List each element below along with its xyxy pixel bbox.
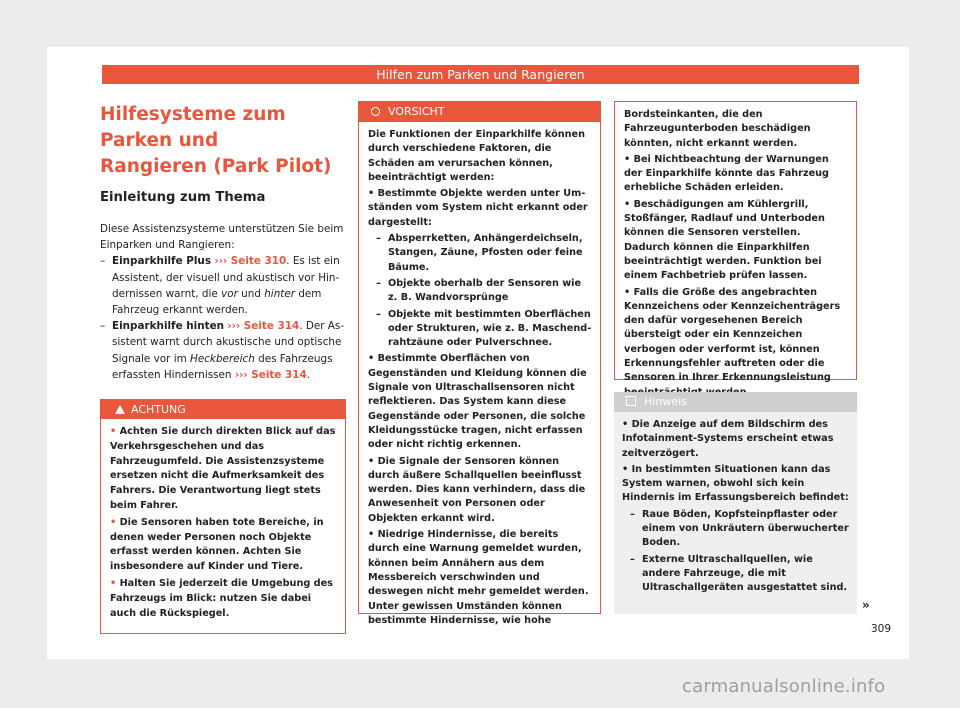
warning-text: Achten Sie durch direkten Blick auf das Verkehrsgeschehen und das Fahrzeugumfeld. Die Assistenzsysteme ersetzen nicht die Aufmerksamkeit des Fahrers. Die Verantwortung liegt stets beim Fahrer. (110, 426, 336, 512)
caution-text: Bestimmte Objekte werden unter Umständen vom System nicht erkannt oder dargestellt: (368, 188, 588, 228)
caution-box-continued (614, 101, 857, 384)
item-emphasis: Heckbereich (190, 352, 255, 365)
warning-point: • Achten Sie durch direkten Blick auf das Verkehrsgeschehen und das Fahrzeugumfeld. Die Assistenzsysteme ersetzen nicht die Aufmerksamkeit des Fahrers. Die Verantwortung liegt stets beim Fahrer. (110, 426, 336, 512)
caution-point: • Niedrige Hindernisse, die bereits durch eine Warnung gemeldet wurden, können beim Annähern aus dem Messbereich verschwinden und deswegen nicht mehr gemeldet werden. Unter gewissen Umständen können bestimmte Hindernisse, wie hohe (368, 529, 589, 626)
warning-header (101, 400, 345, 419)
watermark: carmanualsonline.info (682, 676, 886, 697)
assistant-list (100, 253, 346, 383)
continue-marker: » (862, 598, 870, 612)
note-box (614, 392, 857, 614)
warning-triangle-icon (115, 405, 125, 414)
note-label: Hinweis (644, 395, 687, 408)
caution-text: Beschädigungen am Kühlergrill, Stoßfänger, Radlauf und Unterboden können die Sensoren verstellen. Dadurch können die Einparkhilfen beeinträchtigt werden. Funktion bei einem Fachbetrieb prüfen lassen. (624, 198, 825, 282)
caution-text: Falls die Größe des angebrachten Kennzeichens oder Kennzeichenträgers den dafür vorgesehenen Bereich übersteigt oder ein Kennzeichen verbogen oder verformt ist, können Erkennungsfehler auftreten oder die Sensoren in Ihrer Erkennungsleistung (624, 286, 841, 384)
item-text: und (237, 287, 265, 300)
sub-list-item: – Externe Ultraschallquellen, wie andere Fahrzeuge, die mit Ultraschallgeräten ausgestattet sind. (630, 553, 849, 596)
page-reference-link[interactable]: ››› Seite 314 (234, 368, 307, 381)
manual-page (47, 47, 909, 659)
sub-list-item: – Objekte oberhalb der Sensoren wie z. B. Wandvorsprünge (376, 277, 592, 306)
title-line-2: Rangieren (Park Pilot) (100, 156, 332, 177)
warning-label: ACHTUNG (131, 403, 186, 417)
caution-box (358, 101, 601, 626)
caution-point: • Bestimmte Objekte werden unter Umständen vom System nicht erkannt oder dargestellt: (368, 188, 588, 228)
item-text: . Der Assistent warnt durch akustische und optische Signale vor im (112, 320, 345, 365)
note-point: • Die Anzeige auf dem Bildschirm des Infotainment-Systems erscheint etwas zeitverzögert. (622, 419, 834, 459)
item-text: des Fahrzeugs erfassten Hindernissen (112, 352, 333, 381)
caution-continued-body (615, 102, 856, 410)
caution-circle-icon (371, 107, 380, 116)
item-text: . Es ist ein Assistent, der visuell und akustisch vor Hindernissen warnt, die (112, 255, 340, 300)
caution-point: • Beschädigungen am Kühlergrill, Stoßfänger, Radlauf und Unterboden können die Sensoren verstellen. Dadurch können die Einparkhilfen beeinträchtigt werden. Funktion bei einem Fachbetrieb prüfen lassen. (624, 198, 825, 282)
caution-sublist (376, 232, 592, 350)
section-header: Hilfen zum Parken und Rangieren (102, 65, 859, 84)
caution-text: Bestimmte Oberflächen von Gegenständen und Kleidung können die Signale von Ultraschallsensoren nicht reflektieren. Das System kann diese Gegenstände oder Personen, die solche Kleidungsstücke tragen, nicht erfassen oder nicht richtig erkennen. (368, 353, 587, 451)
caution-body (359, 122, 600, 638)
item-emphasis: vor (221, 287, 238, 300)
caution-point: • Bestimmte Oberflächen von Gegenständen und Kleidung können die Signale von Ultraschallsensoren nicht reflektieren. Das System kann diese Gegenstände oder Personen, die solche Kleidungsstücke tragen, nicht erfassen oder nicht richtig erkennen. (368, 353, 587, 451)
note-header (614, 392, 857, 412)
warning-text: Die Sensoren haben tote Bereiche, in denen weder Personen noch Objekte erfasst werden können. Achten Sie insbesondere auf Kinder und Tiere. (110, 516, 324, 573)
sub-list-item: – Raue Böden, Kopfsteinpflaster oder einem von Unkräutern überwucherter Boden. (630, 508, 849, 551)
page-number: 309 (871, 623, 892, 635)
caution-point: • Die Signale der Sensoren können durch äußere Schallquellen beeinflusst werden. Dies kann verhindern, dass die Anwesenheit von Personen oder Objekten erkannt wird. (368, 455, 586, 524)
item-lead: Einparkhilfe Plus (112, 255, 212, 268)
sub-list-item: – Objekte mit bestimmten Oberflächen oder Strukturen, wie z. B. Maschendrahtzäune oder Pulverschnee. (376, 308, 592, 351)
intro-column (100, 102, 346, 634)
page-reference-link[interactable]: ››› Seite 310 (214, 255, 287, 268)
caution-text: Bei Nichtbeachtung der Warnungen der Einparkhilfe könnte das Fahrzeug erhebliche Schäden erleiden. (624, 153, 829, 194)
list-item (100, 318, 346, 383)
sub-list-item: – Absperrketten, Anhängerdeichseln, Stangen, Zäune, Pfosten oder feine Bäume. (376, 232, 592, 275)
caution-label: VORSICHT (388, 105, 445, 118)
caution-text: Niedrige Hindernisse, die bereits durch eine Warnung gemeldet wurden, können beim Annähern aus dem Messbereich verschwinden und deswegen nicht mehr gemeldet werden. Unter gewissen Umständen können bestimmte Hindernisse, wie hohe (368, 529, 589, 626)
section-subtitle: Einleitung zum Thema (100, 190, 266, 205)
warning-point: • Halten Sie jederzeit die Umgebung des Fahrzeugs im Blick: nutzen Sie dabei auch die Rückspiegel. (110, 578, 333, 619)
caution-text: Die Signale der Sensoren können durch äußere Schallquellen beeinflusst werden. Dies kann verhindern, dass die Anwesenheit von Personen oder Objekten erkannt wird. (368, 455, 586, 524)
list-item (100, 253, 346, 318)
warning-point: • Die Sensoren haben tote Bereiche, in denen weder Personen noch Objekte erfasst werden können. Achten Sie insbesondere auf Kinder und Tiere. (110, 516, 324, 573)
warning-text: Halten Sie jederzeit die Umgebung des Fahrzeugs im Blick: nutzen Sie dabei auch die Rückspiegel. (110, 578, 333, 619)
caution-header (359, 102, 600, 122)
item-text: dem Fahrzeug erkannt werden. (112, 287, 322, 317)
title-line-1: Hilfesysteme zum Parken und (100, 104, 286, 151)
caution-point: • Bei Nichtbeachtung der Warnungen der Einparkhilfe könnte das Fahrzeug erhebliche Schäden erleiden. (624, 153, 829, 194)
intro-paragraph: Diese Assistenzsysteme unterstützen Sie beim Einparken und Rangieren: (100, 223, 344, 252)
page-title (100, 102, 346, 180)
page-reference-link[interactable]: ››› Seite 314 (227, 320, 300, 333)
note-body (614, 412, 857, 614)
info-icon (626, 396, 636, 406)
item-lead: Einparkhilfe hinten (112, 320, 225, 333)
note-text: In bestimmten Situationen kann das System warnen, obwohl sich kein Hindernis im Erfassungsbereich befindet: (622, 463, 849, 504)
warning-box (100, 399, 346, 634)
item-emphasis: hinter (264, 287, 296, 300)
warning-body (101, 419, 345, 633)
caution-point: • Falls die Größe des angebrachten Kennzeichens oder Kennzeichenträgers den dafür vorgesehenen Bereich übersteigt oder ein Kennzeichen verbogen oder verformt ist, können Erkennungsfehler auftreten oder die Sensoren in Ihrer Erkennungsleistung (624, 286, 848, 400)
item-text: . (306, 368, 311, 381)
note-sublist (630, 508, 849, 596)
caution-intro: Die Funktionen der Einparkhilfe können durch verschiedene Faktoren, die Schäden am verursachen können, beeinträchtigt werden: (368, 129, 585, 183)
note-point: • In bestimmten Situationen kann das System warnen, obwohl sich kein Hindernis im Erfassungsbereich befindet: (622, 463, 849, 504)
caution-continued-intro: Bordsteinkanten, die den Fahrzeugunterboden beschädigen könnten, nicht erkannt werden. (624, 109, 811, 149)
note-text: Die Anzeige auf dem Bildschirm des Infotainment-Systems erscheint etwas zeitverzögert. (622, 419, 834, 459)
